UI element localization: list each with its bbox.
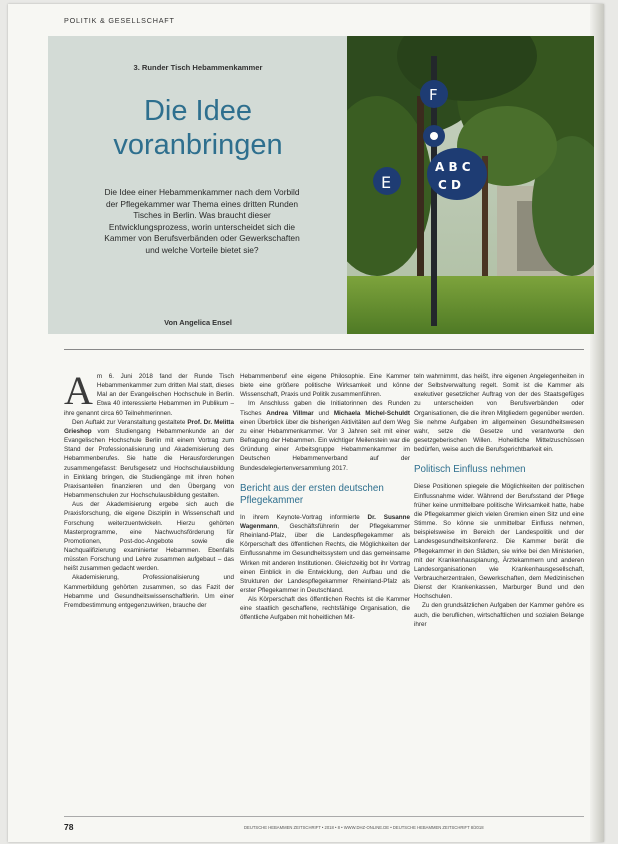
article-paragraph <box>240 513 410 595</box>
article-paragraph: Hebammenberuf eine eigene Philosophie. Eine Kammer biete eine größere politische Wirksamkeit und könne Wissenschaft, Praxis und Politik zusammenführen. <box>240 373 410 399</box>
person-name: Dr. Susanne Wagenmann <box>240 513 410 530</box>
article-paragraph: teln wahrnimmt, das heißt, ihre eigenen Angelegenheiten in der Selbstverwaltung regelt. Somit ist die Kammer als exekutiver gesetzlicher Auftrag von der des Staatsgefüges zu unterscheiden von Berufsverbänden oder Organisationen, die die ihren Mitgliedern gegenüber werden. Sie nehme Aufgaben im allgemeinen Gesundheitswesen wahr, setze die Gesetze und verantworte den gesetzgeberischen Willen. Hoheitliche Mittelzuschüssen bedürfen, weise auch die Berufsgerichtbarkeit ein. <box>414 373 584 454</box>
article-lead: Die Idee einer Hebammenkammer nach dem Vorbild der Pflegekammer war Thema eines dritten Runden Tisches in Berlin. Was braucht dieser Entwicklungsprozess, worin unterscheidet sich die Kammer von Berufsverbänden oder Gewerkschaften und welche Vorteile bietet sie? <box>104 187 300 255</box>
divider-line <box>64 349 584 350</box>
sign-disc <box>427 148 487 200</box>
person-name: Michaela Michel-Schuldt <box>333 409 410 417</box>
article-paragraph <box>64 418 234 500</box>
sign-letter: C D <box>438 178 461 192</box>
person-name: Prof. Dr. Melitta Grieshop <box>64 418 235 435</box>
paragraph-text: vom Studiengang Hebammenkunde an der Evangelischen Hochschule Berlin mit einem Vortrag zum Stand der Professionalisierung und Akademisierung des Hebammenberufes. Sie hatte die Herausforderungen zusammengefasst: Berufsgesetz und Hochschulausbildung in Einklang bringen, die Studiengänge mit ihren hohen Praxisanteilen finanzieren und den Übergang von Hebammenschulen zur Hochschulausbildung gestalten. <box>64 427 234 500</box>
article-subheading: Bericht aus der ersten deutschen Pflegekammer <box>240 482 384 506</box>
title-line: voranbringen <box>113 129 283 161</box>
article-paragraph: Akademisierung, Professionalisierung und Kammerbildung gehörten zusammen, so das Fazit der Hebamme und Gesundheitswissenschaftlerin. Um einer Fremdbestimmung entgegenzuwirken, brauche der <box>64 574 234 609</box>
article-column-2 <box>240 372 410 623</box>
article-title <box>48 94 348 162</box>
park-signpost-illustration <box>347 36 594 334</box>
sign-letter: F <box>429 86 438 104</box>
paragraph-text: Im Anschluss gaben die Initiatorinnen des Runden Tisches <box>240 400 410 417</box>
article-author: Von Angelica Ensel <box>164 318 232 327</box>
paragraph-text: m 6. Juni 2018 fand der Runde Tisch Hebammenkammer zum dritten Mal statt, dieses Mal an der Evangelischen Hochschule in Berlin. Etwa 40 interessierte Hebammen im Publikum – ihre genannt circa 60 Teilnehmerinnen. <box>64 373 234 417</box>
paragraph-text: In ihrem Keynote-Vortrag informierte <box>240 513 360 521</box>
paragraph-text: einen Überblick über die bisherigen Aktivitäten auf dem Weg zu einer Hebammenkammer. Vor 3 Jahren seit mit einer Befragung der Hebammen. Ein wichtiger Meilenstein war die Gründung einer Arbeitsgruppe Hebammenkammer im Deutschen Hebammenverband auf der Bundesdelegiertenversammlung 2017. <box>240 418 410 472</box>
article-paragraph <box>240 399 410 472</box>
paragraph-text: Den Auftakt zur Veranstaltung gestaltete <box>72 418 186 426</box>
sign-letter: A B C <box>435 160 471 174</box>
article-paragraph: Zu den grundsätzlichen Aufgaben der Kammer gehöre es auch, die beruflichen, wirtschaftlichen und sozialen Belange ihrer <box>414 602 584 628</box>
article-column-1 <box>64 368 235 610</box>
hero-photo <box>347 36 594 334</box>
title-line: Die Idee <box>143 95 252 127</box>
article-paragraph: Aus der Akademisierung ergebe sich auch die Praxisforschung, die eigene Disziplin in Wissenschaft und Forschung weiterzuentwickeln. Hierzu gehörten Masterprogramme, eine Nachwuchsförderung für Promotionen, Post-doc-Angebote sowie die Nachqualifizierung examinierter Hebammen. Ebenfalls müssten Forschung und Lehre zusammen aufgebaut – das heißt zusammen gedacht werden. <box>64 501 234 573</box>
footer-divider <box>64 816 584 817</box>
article-paragraph: Als Körperschaft des öffentlichen Rechts ist die Kammer eine staatlich geschaffene, rechtsfähige Organisation, die öffentliche Aufgaben mit hoheitlichen Mit- <box>240 596 410 622</box>
article-column-3 <box>414 372 584 629</box>
page-number: 78 <box>64 822 74 832</box>
article-paragraph: Diese Positionen spiegele die Möglichkeiten der politischen Einflussnahme wider. Während der Berufsstand der Pflege früher keine unmittelbare politische Wirksamkeit hatte, habe die Pflegekammer gleich vielen Gremien einen Sitz und eine Stimme. So könne sie unmittelbar Einfluss nehmen, beispielsweise im Bereich der Landespolitik und der Landesgesundheitskonferenz. Die Kammer berät die Pflegekammer in den Städten, sie wirke bei den Ministerien, mit der Krankenhausplanung, Ärztekammern und anderen Landesorganisationen wie Krankenhausgesellschaft, Verbraucherzentralen, Gewerkschaften, dem Medizinischen Dienst der Krankenkassen, Marburger Bund und den Hochschulen. <box>414 483 584 601</box>
sign-symbol-icon <box>430 132 438 140</box>
article-kicker: 3. Runder Tisch Hebammenkammer <box>133 63 263 72</box>
person-name: Andrea Villmar <box>266 409 314 417</box>
footer-source: DEUTSCHE HEBAMMEN ZEITSCHRIFT • 2018 • 8 • WWW.DHZ-ONLINE.DE • DEUTSCHE HEBAMMEN ZEITSCHRIFT 8/2018 <box>244 825 484 830</box>
drop-cap: A <box>64 368 93 413</box>
section-rubric: POLITIK & GESELLSCHAFT <box>64 16 175 25</box>
article-subheading: Politisch Einfluss nehmen <box>414 464 526 476</box>
paragraph-text: , Geschäftsführerin der Pflegekammer Rheinland-Pfalz, über die Landespflegekammer als Körperschaft des öffentlichen Rechts, die Möglichkeiten der Einflussnahme im Gesundheitssystem und das gemeinsame Wirken mit anderen Institutionen. Gleichzeitig bot ihr Vortrag einen Einblick in die Entwicklung, den Aufbau und die Strukturen der Landespflegekammer Rheinland-Pfalz als erster Pflegekammer in Deutschland. <box>240 522 410 594</box>
paragraph-text: und <box>318 409 329 417</box>
article-paragraph <box>64 368 234 418</box>
sign-letter: E <box>381 173 392 192</box>
magazine-page <box>8 4 604 842</box>
